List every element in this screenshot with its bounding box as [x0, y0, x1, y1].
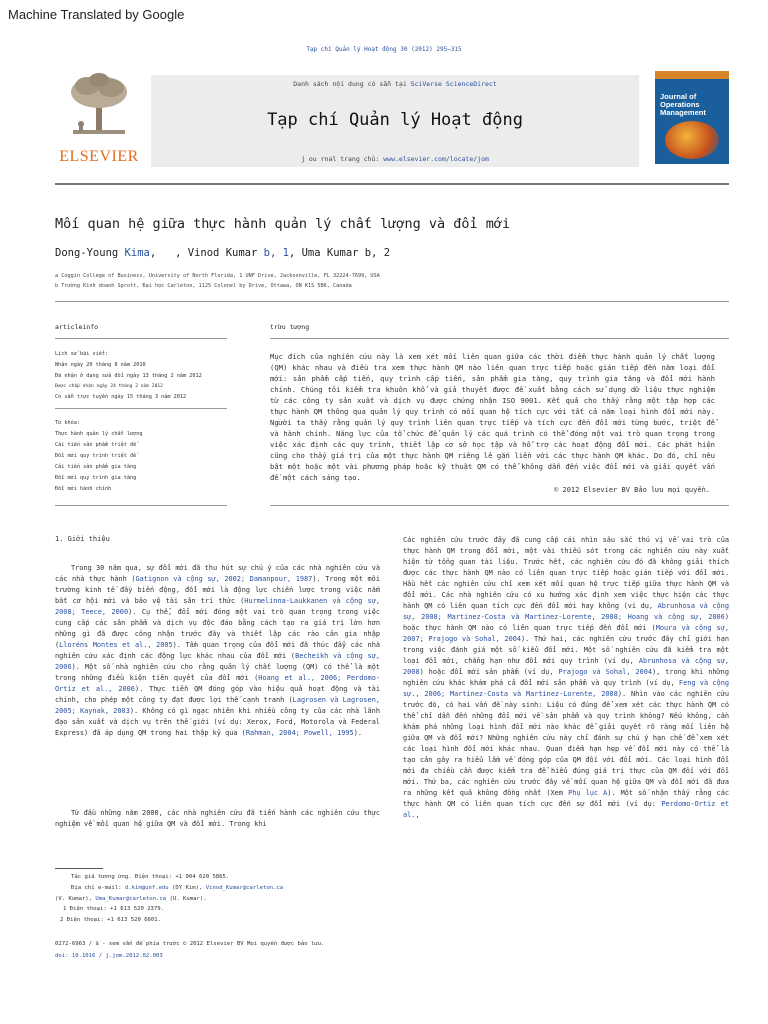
body-text: ). Thứ hai, các nghiên cứu trước đây chỉ giới hạn trong việc đánh giá một số kiểu đổi mới. Một số nghiên cứu đã kiểm tra một loại đổi mới, chẳng hạn như đổi mới quy trình (ví dụ, [403, 635, 729, 665]
citation-link[interactable]: Hurmelinna-Laukkanen và cộng sự, 2008; Teece, 2000 [55, 597, 380, 616]
phone-note-2: 2 Điện thoại: +1 613 520 6601. [60, 917, 162, 923]
author-link[interactable]: b, 1 [263, 247, 289, 259]
body-text: ). Nhìn vào các nghiên cứu trước đó, có hai vấn đề này sinh: Liệu có đúng để xem xét các thực hành QM có thể chỉ dẫn đến những đổi mới về sản phẩm và quy trình không? Nếu không, cần khám phá những loại hình đổi mới nào khác để giải quyết rõ ràng mối liên hệ giữa QM và đổi mới? Những nghiên cứu này chỉ đánh sự chú ý hạn chế để xem xét các loại hình đổi mới khác nhau. Quan điểm hạn hẹp về đổi mới này có thể là tạo cản gây ra hiểu lầm về đóng góp của QM đối với đổi mới. Các loại hình đổi mới đa chiều cần được kiểm tra để hiểu đúng giá trị thực của QM đối với đổi mới. Thứ ba, các nghiên cứu trước đây về mối quan hệ giữa QM và đổi mới đã đưa ra những kết quả không đồng nhất (Xem [403, 690, 729, 797]
history-label: Lịch sử bài viết: [55, 351, 109, 357]
author-text: , Uma Kumar b, 2 [288, 247, 391, 259]
keyword-item: Đổi mới quy trình gia tăng [55, 475, 137, 481]
citation-link[interactable]: Abrunhosa và cộng sự, 2008; Martinez-Costa và Martinez-Lorente, 2008; Hoang và cộng sự, 2006 [403, 602, 729, 621]
abstract-bottom-divider [270, 505, 729, 506]
issn-line: 0272-6963 / $ - xem vấn đề phía trước © 2012 Elsevier BV Mọi quyền được bảo lưu. [55, 941, 325, 947]
body-text: Trong 30 năm qua, sự đổi mới đã thu hút sự chú ý của các nhà nghiên cứu và các nhà thực hành ( [55, 564, 380, 583]
email-link[interactable]: Vinod_Kumar@carleton.ca [205, 885, 284, 891]
keyword-item: Cải tiến sản phẩm gia tăng [55, 464, 137, 470]
history-item: Được chấp nhận ngày 24 tháng 2 năm 2012 [55, 384, 163, 389]
abstract-heading: trừu tượng [270, 323, 310, 331]
citation-link[interactable]: Lagrosen và Lagrosen, 2005; Kaynak, 2003 [55, 696, 380, 715]
body-text: ) hoặc thực hành QM nào có liên quan trực tiếp đến đổi mới ( [403, 613, 729, 632]
email-link[interactable]: Uma_Kumar@carleton.ca [95, 896, 167, 902]
citation-link[interactable]: Moura và cộng sự, 2007; Prajogo và Sohal, 2004 [403, 624, 729, 643]
abstract-copyright: © 2012 Elsevier BV Bảo lưu mọi quyền. [554, 486, 710, 494]
author-text: , , Vinod Kumar [149, 247, 264, 259]
citation-link[interactable]: Gatignon và cộng sự, 2002; Damanpour, 1987 [135, 575, 313, 583]
keywords-divider [55, 505, 227, 506]
intro-paragraph-1 [55, 563, 380, 739]
body-text: ). Một số nhận thấy rằng các thực hành QM có liên quan tích cực đến sự đổi mới (ví dụ: [403, 789, 729, 808]
homepage-prefix: j ou rnal trang chủ: [301, 155, 384, 163]
citation-link[interactable]: Rahman, 2004; Powell, 1995 [245, 729, 354, 737]
intro-paragraph-2 [55, 808, 380, 830]
translate-label: Machine Translated by Google [8, 7, 185, 22]
paragraph [403, 535, 729, 821]
doi-link[interactable]: doi: 10.1016 / j.jom.2012.02.003 [55, 953, 163, 959]
body-text: ). Trong một môi trường kinh tế đầy biến động, đổi mới là động lực chiến lược trong việc nắm bắt cơ hội mới và bảo vệ tài sản trí thức ( [55, 575, 380, 605]
email-line-2 [55, 896, 207, 902]
email-suffix: (U. Kumar). [166, 896, 207, 902]
tree-icon [67, 72, 131, 138]
translate-bar [0, 0, 768, 30]
keywords-label: Từ khóa: [55, 420, 80, 426]
intro-paragraph-2-text: Từ đầu những năm 2000, các nhà nghiên cứu đã tiến hành các nghiên cứu thực nghiệm về mối quan hệ giữa QM và đổi mới. Trong khi [55, 809, 380, 828]
author-list [55, 247, 390, 259]
email-suffix: (DY Kim), [168, 885, 206, 891]
history-item: Nhận ngày 20 tháng 8 năm 2010 [55, 362, 146, 368]
journal-citation[interactable]: Tạp chí Quản lý Hoạt động 30 (2012) 295–315 [306, 46, 462, 53]
abstract-text [270, 351, 715, 483]
body-text: ). Một số nhà nghiên cứu cho rằng quản lý chất lượng (QM) có thể là một trong những điều kiện tiên quyết của đổi mới ( [55, 663, 380, 682]
affil-divider [55, 301, 729, 302]
homepage-link[interactable]: www.elsevier.com/locate/jom [383, 155, 489, 163]
affiliation-b: b Trường Kinh doanh Sprott, Đại học Carleton, 1125 Colonel by Drive, Ottawa, ON K1S 5B6, Canada [55, 283, 352, 289]
paragraph [55, 563, 380, 739]
body-text: ) hoặc đổi mới sản phẩm (ví dụ, [419, 668, 559, 676]
body-text: ). [353, 729, 363, 737]
right-column-text [403, 535, 729, 821]
citation-link[interactable]: Phụ lục A [568, 789, 608, 797]
citation-link[interactable]: Prajogo và Sohal, 2004 [558, 668, 653, 676]
availability-line [151, 80, 639, 88]
keyword-item: Đổi mới hành chính [55, 486, 112, 492]
masthead [55, 66, 729, 170]
corresponding-author-note: Tác giả tương ứng. Điện thoại: +1 904 620 5865. [71, 874, 230, 880]
abstract-divider [270, 338, 729, 339]
section-heading: 1. Giới thiệu [55, 535, 110, 543]
body-text: ), trong khi những nghiên cứu khác khám phá cả đổi mới sản phẩm và quy trình (ví dụ, [403, 668, 729, 687]
body-text: ). Tầm quan trọng của đổi mới đã thúc đẩy các nhà nghiên cứu xác định các động lực khác nhau của đổi mới ( [55, 641, 381, 660]
footnote-rule [55, 868, 103, 869]
citation-link[interactable]: Abrunhosa và cộng sự, 2008 [403, 657, 729, 676]
journal-title: Tạp chí Quản lý Hoạt động [267, 110, 523, 130]
email-link[interactable]: d.kim@unf.edu [124, 885, 169, 891]
citation-link[interactable]: Lloréns Montes et al., 2005 [59, 641, 173, 649]
keyword-item: Cải tiến sản phẩm triệt để [55, 442, 137, 448]
availability-prefix: Danh sách nội dung có sẵn tại [293, 80, 411, 88]
history-item: Đã nhận ở dạng sửa đổi ngày 13 tháng 2 năm 2012 [55, 373, 202, 379]
author-link[interactable]: Kima [124, 247, 150, 259]
homepage-line [151, 155, 639, 163]
body-text: ). Thực tiễn QM đóng góp vào hiệu quả hoạt động và tài chính, cho phép một công ty đạt được lợi thế cạnh tranh ( [55, 685, 380, 704]
body-text: ). Không có gì ngạc nhiên khi nhiều công ty của các nhà lãnh đạo sản xuất và dịch vụ trên thế giới (ví dụ: Xerox, Ford, Motorola và Federal Express) đã áp dụng QM trong hai thập kỷ qua ( [55, 707, 380, 737]
body-text: ). Cụ thể, đổi mới đóng một vai trò quan trọng trong việc cung cấp các sản phẩm và dịch vụ độc đáo bằng cách tạo ra giá trị lớn hơn những gì đã được công nhận trước đây và thiết lập các rào cản gia nhập ( [55, 608, 381, 649]
keyword-item: Đổi mới quy trình triệt để [55, 453, 137, 459]
history-divider [55, 408, 227, 409]
keyword-item: Thực hành quản lý chất lượng [55, 431, 143, 437]
info-divider [55, 338, 227, 339]
masthead-banner [151, 75, 639, 167]
elsevier-logo [55, 66, 143, 166]
body-text: , [415, 811, 420, 819]
email-line [71, 885, 283, 891]
author-text: Dong-Young [55, 247, 125, 259]
citation-link[interactable]: Perdomo-Ortiz et al. [403, 800, 729, 819]
cover-title: Journal of Operations Management [660, 92, 706, 117]
email-prefix: (V. Kumar), [55, 896, 96, 902]
article-title: Mối quan hệ giữa thực hành quản lý chất lượng và đổi mới [55, 216, 511, 232]
article-info-heading: articleinfo [55, 323, 99, 331]
citation-link[interactable]: Feng và cộng sự., 2006; Martinez-Costa và Martinez-Lorente, 2008 [403, 679, 729, 698]
abstract-paragraph: Mục đích của nghiên cứu này là xem xét mối liên quan giữa các thời điểm thực hành quản lý chất lượng (QM) khác nhau và điều tra xem thực hành QM nào liên quan trực tiếp hoặc gián tiếp đến năm loại đổi mới: sản phẩm cấp tiến, quy trình cấp tiến, sản phẩm gia tăng, quy trình gia tăng và đổi mới hành chính. Chúng tôi kiểm tra khuôn khổ và giả thuyết được đề xuất bằng cách sử dụng dữ liệu thực nghiệm từ các công ty sản xuất và dịch vụ được chứng nhận ISO 9001. Kết quả cho thấy rằng một tập hợp các thực hành QM thông qua quản lý quy trình có mối quan hệ tích cực với tất cả năm loại hình đổi mới này. Người ta thấy rằng quản lý quy trình liên quan trực tiếp và tích cực đến đổi mới từng bước, triệt để và hành chính. Năng lực của tổ chức để quản lý các quá trình có thể đóng một vai trò quan trọng trong việc xác định các quy trình, thiết lập cơ sở học tập và hỗ trợ các hoạt động đổi mới. Các phát hiện cũng cho thấy giá trị của một thực hành QM riêng lẻ gắn liền với các thực hành QM khác. Do đó, chỉ nêu bật một hoặc một vài phương pháp hoặc kỹ thuật QM có thể không dẫn đến việc đổi mới và giải quyết vấn đề một cách sáng tạo. [270, 352, 715, 482]
history-item: Có sẵn trực tuyến ngày 15 tháng 3 năm 2012 [55, 394, 187, 400]
journal-cover [655, 71, 729, 164]
publisher-name: ELSEVIER [59, 148, 139, 165]
cover-graphic [665, 121, 719, 159]
citation-link[interactable]: Hoang et al., 2006; Perdomo-Ortiz et al., 2006 [55, 674, 380, 693]
phone-note-1: 1 Điện thoại: +1 613 520 2379. [63, 906, 165, 912]
email-prefix: Địa chỉ e-mail: [71, 885, 125, 891]
cover-band [655, 71, 729, 79]
affiliation-a: a Coggin College of Business, University of North Florida, 1 UNF Drive, Jacksonville, FL 32224-7699, USA [55, 273, 380, 279]
citation-link[interactable]: Becheikh và cộng sự, 2006 [55, 652, 380, 671]
body-text: Các nghiên cứu trước đây đã cung cấp cái nhìn sâu sắc thú vị về vai trò của thực hành QM trong đổi mới, một vài thiếu sót trong các nghiên cứu này xuất hiện từ tổng quan tài liệu. Trước hết, các nghiên cứu đó đã không giải thích được các thực hành QM nào có liên quan trực tiếp hoặc gián tiếp với đổi mới. Hầu hết các nghiên cứu chỉ xem xét mối quan hệ trực tiếp giữa thực hành QM và đổi mới. Các nhà nghiên cứu có xu hướng xác định xem việc thực hiện các thực hành QM có liên quan tích cực đến đổi mới hay không (ví dụ, [403, 536, 729, 610]
header-divider [55, 183, 729, 185]
sciencedirect-link[interactable]: SciVerse ScienceDirect [410, 80, 497, 88]
